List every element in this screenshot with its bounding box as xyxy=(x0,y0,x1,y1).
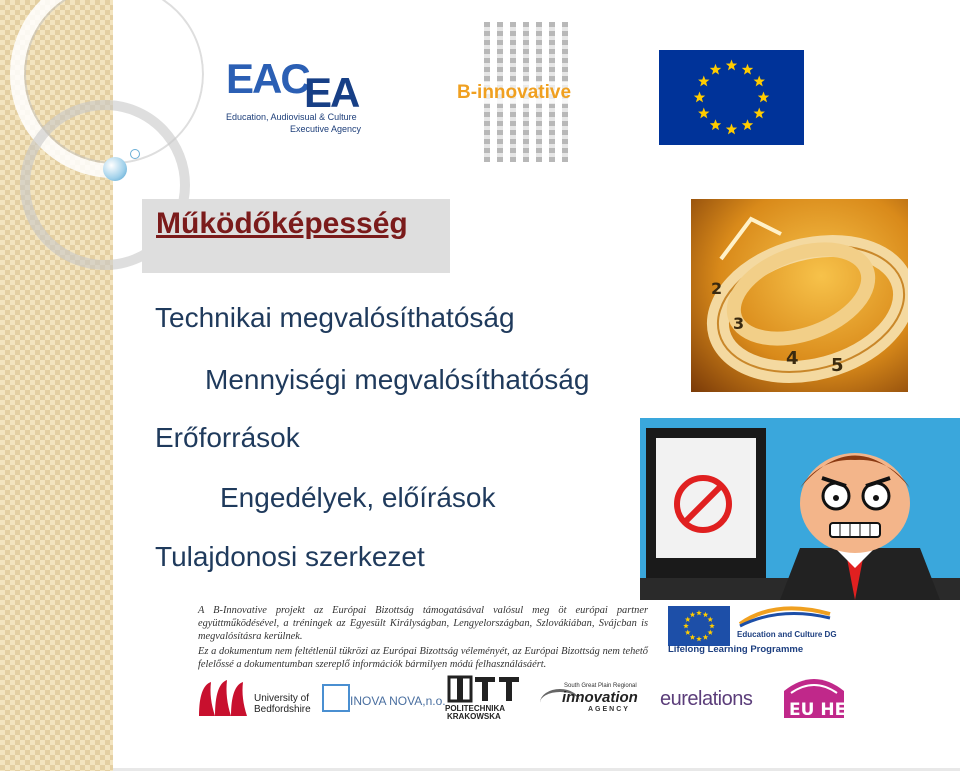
disclaimer-paragraph-2: Ez a dokumentum nem feltétlenül tükrözi az Európai Bizottság véleményét, az Európai Bizottság nem tehető felelőssé a dokumentumban szereplő információk bármilyen módú felhasználásáért. xyxy=(198,646,648,670)
disclaimer-paragraph-1: A B-Innovative projekt az Európai Bizottság támogatásával valósul meg öt európai partner együttműködésével, a tréningek az Egyesült Királyságban, Lengyelországban, Szlovákiában, Svájcban is megvalósításra kerülnek. xyxy=(198,605,648,642)
eacea-logo-part1: EAC xyxy=(226,55,309,102)
eu-star-icon xyxy=(703,634,709,639)
list-item: Technikai megvalósíthatóság xyxy=(155,302,515,333)
bedfordshire-logo xyxy=(197,678,311,718)
eu-star-icon xyxy=(710,119,721,130)
list-item: Engedélyek, előírások xyxy=(220,482,496,513)
eu-stars-icon xyxy=(659,50,804,145)
page-title: Működőképesség xyxy=(156,207,408,240)
eu-flag xyxy=(659,50,804,145)
eacea-logo-part2: EA xyxy=(304,69,359,116)
eu-star-icon xyxy=(707,630,713,635)
south-great-plain-logo xyxy=(540,683,650,719)
lifelong-learning-logo xyxy=(665,604,840,659)
b-innovative-wordmark: B-innovative xyxy=(457,82,572,103)
eu-star-icon xyxy=(709,623,715,628)
eu-star-icon xyxy=(698,76,709,87)
sgp-small-label: South Great Plain Regional xyxy=(564,683,637,689)
eu-star-icon xyxy=(707,617,713,622)
tape-measure-photo xyxy=(691,199,908,392)
eu-star-icon xyxy=(726,60,737,71)
eu-star-icon xyxy=(696,636,702,641)
eu-flag-small xyxy=(668,606,730,646)
eacea-logo-line1: Education, Audiovisual & Culture xyxy=(226,112,357,122)
sgp-main-label: innovation xyxy=(562,689,638,706)
eacea-logo xyxy=(222,55,367,140)
eu-star-icon xyxy=(698,108,709,119)
eu-star-icon xyxy=(726,124,737,135)
list-item: Mennyiségi megvalósíthatóság xyxy=(205,364,590,395)
eu-star-icon xyxy=(754,108,765,119)
politechnika-mark-icon xyxy=(447,675,523,703)
eu-stars-small-icon xyxy=(668,606,730,646)
eurelations-logo xyxy=(660,688,770,714)
decorative-bubble xyxy=(130,149,140,159)
inova-nova-logo xyxy=(322,682,446,712)
svg-text:3: 3 xyxy=(733,314,745,333)
sgp-agency-label: AGENCY xyxy=(588,706,630,713)
llp-label: Lifelong Learning Programme xyxy=(668,644,804,655)
title-box xyxy=(142,199,450,273)
politechnika-line1: POLITECHNIKA xyxy=(445,704,505,713)
politechnika-krakowska-logo xyxy=(445,675,525,720)
inova-square-icon xyxy=(322,684,350,712)
politechnika-line2: KRAKOWSKA xyxy=(447,712,501,721)
eurelations-label: eurelations xyxy=(660,688,753,710)
svg-text:5: 5 xyxy=(831,355,844,376)
inova-label: INOVA NOVA,n.o. xyxy=(350,694,446,708)
bedfordshire-line2: Bedfordshire xyxy=(254,704,311,715)
bedfordshire-mark-icon xyxy=(197,678,249,716)
eu-star-icon xyxy=(758,92,769,103)
eu-star-icon xyxy=(690,612,696,617)
eu-star-icon xyxy=(694,92,705,103)
eacea-logo-line2: Executive Agency xyxy=(290,124,362,134)
eu-star-icon xyxy=(690,634,696,639)
eu-star-icon xyxy=(754,76,765,87)
eu-star-icon xyxy=(696,610,702,615)
decorative-bubble xyxy=(103,157,127,181)
eu-star-icon xyxy=(685,630,691,635)
eu-star-icon xyxy=(683,623,689,628)
eu-star-icon xyxy=(742,64,753,75)
eu-star-icon xyxy=(742,119,753,130)
eu-he-logo xyxy=(779,673,849,723)
bedfordshire-line1: University of xyxy=(254,693,310,704)
list-item: Erőforrások xyxy=(155,422,300,453)
svg-text:4: 4 xyxy=(786,348,799,369)
eu-star-icon xyxy=(703,612,709,617)
eu-star-icon xyxy=(685,617,691,622)
angry-user-cartoon xyxy=(640,418,960,600)
svg-text:2: 2 xyxy=(711,279,723,298)
b-innovative-logo xyxy=(452,22,587,167)
eu-he-label: EU HE xyxy=(789,700,847,720)
education-culture-swoosh-icon xyxy=(735,604,835,628)
dg-label: Education and Culture DG xyxy=(737,630,837,639)
eu-star-icon xyxy=(710,64,721,75)
list-item: Tulajdonosi szerkezet xyxy=(155,541,425,572)
